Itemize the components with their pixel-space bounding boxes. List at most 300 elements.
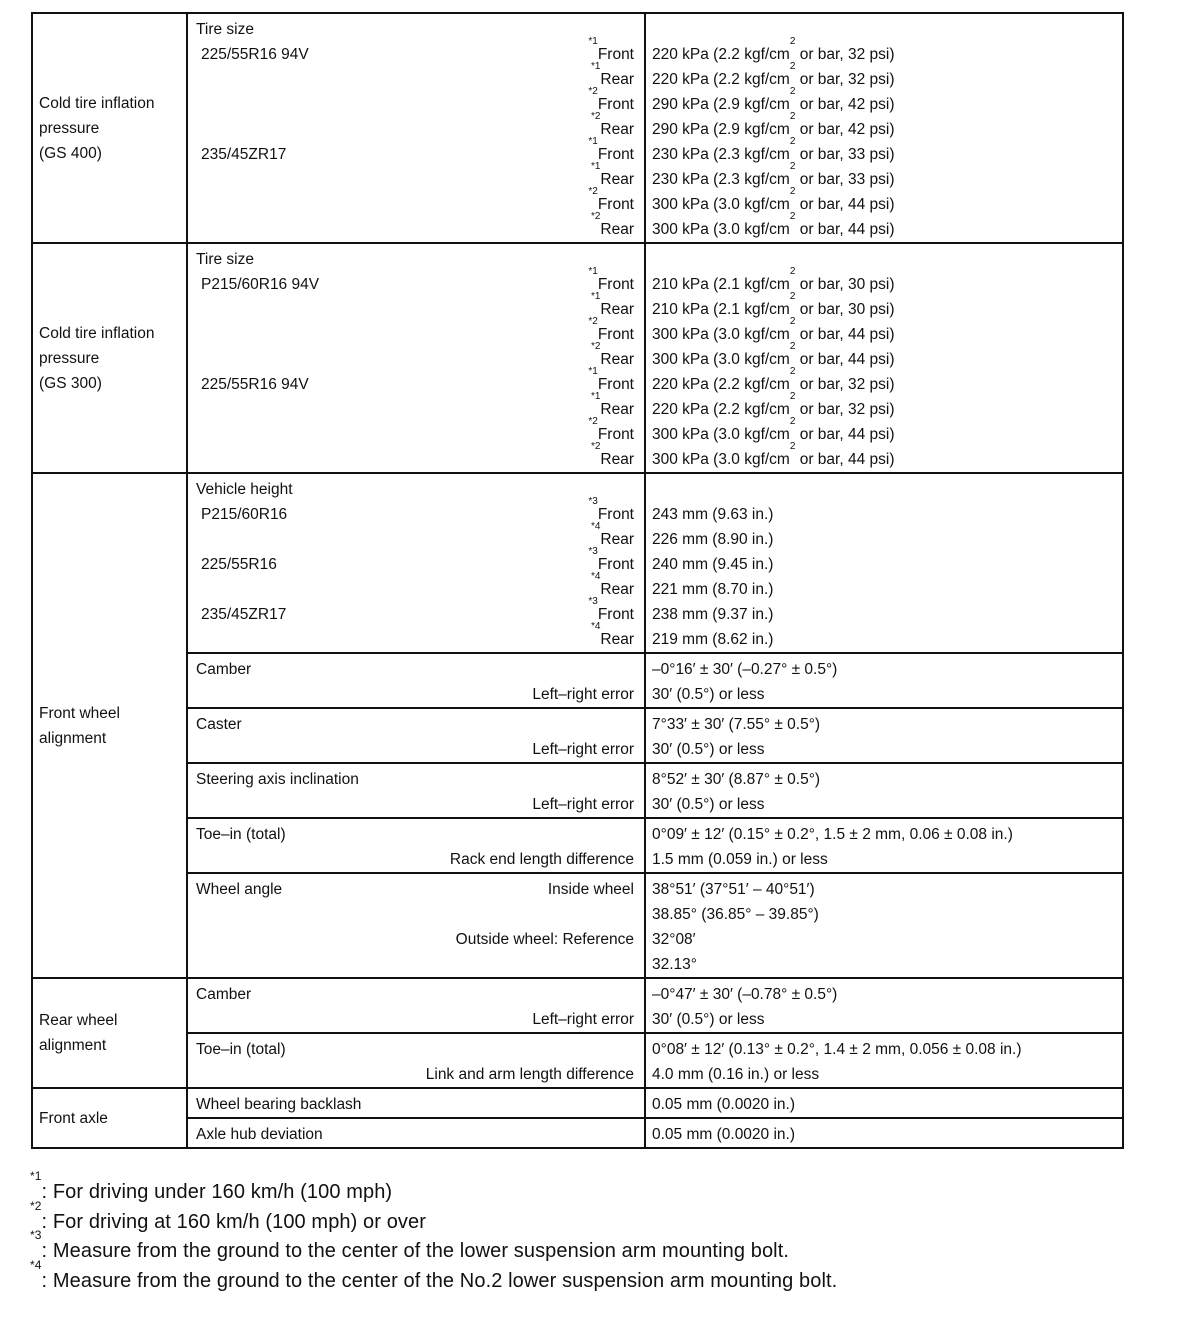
item-value-cell (646, 474, 1122, 652)
label-row (196, 927, 634, 952)
group-body (188, 474, 1122, 977)
label-row (196, 1122, 634, 1147)
spec-item (188, 654, 1122, 709)
qualifier-text: Rear (600, 71, 634, 88)
value-row (652, 552, 1118, 577)
footnote-marker: *1 (588, 366, 598, 377)
qualifier-text: Left–right error (532, 686, 634, 703)
item-label: Toe–in (total) (196, 826, 286, 843)
qualifier-text: Front (597, 46, 634, 63)
label-row (196, 36, 634, 67)
spec-item (188, 474, 1122, 654)
footnote-marker: *2 (588, 186, 598, 197)
spec-item (188, 819, 1122, 874)
label-row (196, 1062, 634, 1087)
item-qualifier (590, 211, 634, 242)
spec-item (188, 874, 1122, 977)
spec-value: 32.13° (652, 956, 697, 973)
footnote-marker: *3 (588, 496, 598, 507)
spec-value: 0°08′ ± 12′ (0.13° ± 0.2°, 1.4 ± 2 mm, 0.056 ± 0.08 in.) (652, 1041, 1022, 1058)
value-row (652, 1062, 1118, 1087)
qualifier-text: Rear (600, 531, 634, 548)
label-row (196, 136, 634, 167)
item-label: Tire size (196, 21, 254, 38)
footnote-mark: *2 (30, 1198, 42, 1213)
value-row (652, 822, 1118, 847)
item-value-cell (646, 654, 1122, 707)
qualifier-text: Left–right error (532, 1011, 634, 1028)
value-row (652, 1007, 1118, 1032)
value-row (652, 391, 1118, 422)
footnote (30, 1257, 1180, 1297)
label-row (196, 546, 634, 577)
unit-superscript: 2 (789, 186, 796, 197)
spec-value: 300 kPa (3.0 kgf/cm (652, 196, 790, 213)
spec-value: –0°47′ ± 30′ (–0.78° ± 0.5°) (652, 986, 838, 1003)
footnote-marker: *2 (588, 316, 598, 327)
item-label: P215/60R16 94V (201, 276, 320, 293)
value-row (652, 186, 1118, 217)
item-label: Camber (196, 986, 252, 1003)
spec-value: 219 mm (8.62 in.) (652, 631, 774, 648)
spec-value: 30′ (0.5°) or less (652, 741, 765, 758)
value-row (652, 111, 1118, 142)
spec-item (188, 14, 1122, 242)
value-row (652, 502, 1118, 527)
item-label-cell (188, 1089, 646, 1117)
spec-item (188, 244, 1122, 472)
footnote-marker: *3 (588, 546, 598, 557)
spec-value: 300 kPa (3.0 kgf/cm (652, 451, 790, 468)
footnote-marker: *4 (590, 521, 601, 532)
spec-value: 30′ (0.5°) or less (652, 1011, 765, 1028)
value-row (652, 416, 1118, 447)
spec-value: 7°33′ ± 30′ (7.55° ± 0.5°) (652, 716, 821, 733)
qualifier-text: Left–right error (532, 796, 634, 813)
label-row (196, 477, 634, 502)
footnotes (30, 1169, 1180, 1296)
label-row (196, 496, 634, 527)
label-row (196, 847, 634, 872)
qualifier-text: Rear (600, 451, 634, 468)
spec-value: 0°09′ ± 12′ (0.15° ± 0.2°, 1.5 ± 2 mm, 0.06 ± 0.08 in.) (652, 826, 1013, 843)
spec-value-cont: or bar, 33 psi) (795, 171, 895, 188)
spec-table (31, 12, 1124, 1149)
spec-value: 0.05 mm (0.0020 in.) (652, 1126, 796, 1143)
label-row (196, 111, 634, 142)
spec-value-cont: or bar, 42 psi) (795, 96, 895, 113)
spec-value: 210 kPa (2.1 kgf/cm (652, 301, 790, 318)
spec-value: 300 kPa (3.0 kgf/cm (652, 351, 790, 368)
item-value-cell (646, 1034, 1122, 1087)
spec-value: 243 mm (9.63 in.) (652, 506, 774, 523)
spec-value: 30′ (0.5°) or less (652, 686, 765, 703)
item-label-cell (188, 244, 646, 472)
unit-superscript: 2 (789, 441, 796, 452)
item-label: Tire size (196, 251, 254, 268)
qualifier-text: Rear (600, 581, 634, 598)
spec-value: 4.0 mm (0.16 in.) or less (652, 1066, 820, 1083)
value-row (652, 657, 1118, 682)
footnote-text: : For driving under 160 km/h (100 mph) (41, 1181, 393, 1203)
label-row (196, 792, 634, 817)
unit-superscript: 2 (789, 316, 796, 327)
qualifier-text: Inside wheel (547, 881, 634, 898)
label-row (196, 247, 634, 272)
label-row (196, 596, 634, 627)
spec-value: 240 mm (9.45 in.) (652, 556, 774, 573)
label-row (196, 441, 634, 472)
footnote-marker: *1 (590, 61, 601, 72)
label-row (196, 391, 634, 422)
unit-superscript: 2 (789, 366, 796, 377)
label-row (196, 712, 634, 737)
spec-value: 38°51′ (37°51′ – 40°51′) (652, 881, 815, 898)
spec-value-cont: or bar, 44 psi) (795, 326, 895, 343)
spec-value: 38.85° (36.85° – 39.85°) (652, 906, 819, 923)
item-value-cell (646, 979, 1122, 1032)
qualifier-text: Front (597, 506, 634, 523)
group-body (188, 244, 1122, 472)
spec-value: 0.05 mm (0.0020 in.) (652, 1096, 796, 1113)
spec-value: 8°52′ ± 30′ (8.87° ± 0.5°) (652, 771, 821, 788)
value-row (652, 477, 1118, 502)
spec-value: 30′ (0.5°) or less (652, 796, 765, 813)
item-value-cell (646, 819, 1122, 872)
spec-value: 290 kPa (2.9 kgf/cm (652, 121, 790, 138)
unit-superscript: 2 (789, 266, 796, 277)
spec-group (33, 244, 1122, 474)
spec-group (33, 1089, 1122, 1147)
value-row (652, 577, 1118, 602)
spec-value-cont: or bar, 44 psi) (795, 451, 895, 468)
spec-value-cont: or bar, 32 psi) (795, 71, 895, 88)
spec-item (188, 1119, 1122, 1147)
group-label: Cold tire inflation pressure (GS 400) (33, 14, 188, 242)
item-label-cell (188, 709, 646, 762)
value-row (652, 1092, 1118, 1117)
value-row (652, 982, 1118, 1007)
label-row (196, 186, 634, 217)
unit-superscript: 2 (789, 211, 796, 222)
footnote-marker: *2 (588, 86, 598, 97)
label-row (196, 211, 634, 242)
value-row (652, 247, 1118, 272)
label-row (196, 952, 634, 977)
footnote-marker: *1 (588, 36, 598, 47)
unit-superscript: 2 (789, 136, 796, 147)
item-qualifier (532, 737, 634, 762)
spec-value: 220 kPa (2.2 kgf/cm (652, 401, 790, 418)
value-row (652, 1037, 1118, 1062)
footnote (30, 1169, 1180, 1208)
label-row (196, 61, 634, 92)
qualifier-text: Rear (600, 351, 634, 368)
spec-item (188, 979, 1122, 1034)
value-row (652, 161, 1118, 192)
value-row (652, 61, 1118, 92)
spec-item (188, 709, 1122, 764)
spec-value: 220 kPa (2.2 kgf/cm (652, 376, 790, 393)
qualifier-text: Left–right error (532, 741, 634, 758)
label-row (196, 266, 634, 297)
item-label: Axle hub deviation (196, 1126, 323, 1143)
qualifier-text: Front (597, 146, 634, 163)
qualifier-text: Link and arm length difference (425, 1066, 634, 1083)
unit-superscript: 2 (789, 341, 796, 352)
unit-superscript: 2 (789, 36, 796, 47)
spec-value: 210 kPa (2.1 kgf/cm (652, 276, 790, 293)
item-qualifier (532, 792, 634, 817)
value-row (652, 847, 1118, 872)
value-row (652, 927, 1118, 952)
spec-item (188, 1034, 1122, 1087)
item-label: 235/45ZR17 (201, 146, 287, 163)
footnote-marker: *1 (588, 136, 598, 147)
spec-value: 220 kPa (2.2 kgf/cm (652, 46, 790, 63)
item-value-cell (646, 1089, 1122, 1117)
label-row (196, 1037, 634, 1062)
label-row (196, 737, 634, 762)
footnote-marker: *1 (590, 291, 601, 302)
label-row (196, 822, 634, 847)
spec-value: –0°16′ ± 30′ (–0.27° ± 0.5°) (652, 661, 838, 678)
group-label: Front wheel alignment (33, 474, 188, 977)
label-row (196, 682, 634, 707)
qualifier-text: Front (597, 606, 634, 623)
item-value-cell (646, 764, 1122, 817)
label-row (196, 521, 634, 552)
qualifier-text: Front (597, 556, 634, 573)
value-row (652, 36, 1118, 67)
item-value-cell (646, 1119, 1122, 1147)
group-body (188, 979, 1122, 1087)
item-label: 235/45ZR17 (201, 606, 287, 623)
qualifier-text: Front (597, 196, 634, 213)
spec-value: 238 mm (9.37 in.) (652, 606, 774, 623)
qualifier-text: Rear (600, 631, 634, 648)
item-label: Toe–in (total) (196, 1041, 286, 1058)
spec-value: 300 kPa (3.0 kgf/cm (652, 426, 790, 443)
item-label-cell (188, 764, 646, 817)
value-row (652, 792, 1118, 817)
item-qualifier (426, 1062, 634, 1087)
item-qualifier (548, 877, 634, 902)
item-label-cell (188, 979, 646, 1032)
footnote-marker: *2 (590, 111, 601, 122)
label-row (196, 366, 634, 397)
value-row (652, 291, 1118, 322)
footnote (30, 1228, 1180, 1267)
value-row (652, 136, 1118, 167)
qualifier-text: Front (597, 376, 634, 393)
spec-value-cont: or bar, 30 psi) (795, 301, 895, 318)
label-row (196, 1007, 634, 1032)
label-row (196, 982, 634, 1007)
spec-value: 32°08′ (652, 931, 696, 948)
footnote (30, 1198, 1180, 1238)
qualifier-text: Front (597, 276, 634, 293)
qualifier-text: Rear (600, 401, 634, 418)
unit-superscript: 2 (789, 86, 796, 97)
item-value-cell (646, 874, 1122, 977)
spec-value-cont: or bar, 44 psi) (795, 196, 895, 213)
qualifier-text: Front (597, 326, 634, 343)
qualifier-text: Rear (600, 121, 634, 138)
spec-value: 230 kPa (2.3 kgf/cm (652, 146, 790, 163)
value-row (652, 602, 1118, 627)
item-label: 225/55R16 94V (201, 376, 309, 393)
value-row (652, 366, 1118, 397)
value-row (652, 952, 1118, 977)
group-body (188, 14, 1122, 242)
label-row (196, 341, 634, 372)
item-label-cell (188, 654, 646, 707)
qualifier-text: Rear (600, 301, 634, 318)
spec-value-cont: or bar, 32 psi) (795, 46, 895, 63)
footnote-marker: *4 (590, 571, 601, 582)
unit-superscript: 2 (789, 161, 796, 172)
label-row (196, 86, 634, 117)
item-label: 225/55R16 (201, 556, 277, 573)
value-row (652, 767, 1118, 792)
item-value-cell (646, 244, 1122, 472)
qualifier-text: Front (597, 426, 634, 443)
value-row (652, 877, 1118, 902)
footnote-text: : Measure from the ground to the center of the lower suspension arm mounting bolt. (41, 1240, 790, 1262)
label-row (196, 877, 634, 902)
qualifier-text: Rear (600, 171, 634, 188)
item-qualifier (532, 1007, 634, 1032)
footnote-marker: *2 (590, 441, 601, 452)
label-row (196, 291, 634, 322)
spec-value: 226 mm (8.90 in.) (652, 531, 774, 548)
item-label-cell (188, 819, 646, 872)
item-label-cell (188, 1034, 646, 1087)
item-label: Camber (196, 661, 252, 678)
label-row (196, 767, 634, 792)
unit-superscript: 2 (789, 111, 796, 122)
spec-group (33, 979, 1122, 1089)
group-body (188, 1089, 1122, 1147)
item-label: Vehicle height (196, 481, 293, 498)
value-row (652, 627, 1118, 652)
footnote-marker: *2 (590, 341, 601, 352)
value-row (652, 441, 1118, 472)
value-row (652, 316, 1118, 347)
spec-value-cont: or bar, 30 psi) (795, 276, 895, 293)
item-label: 225/55R16 94V (201, 46, 309, 63)
qualifier-text: Front (597, 96, 634, 113)
item-label-cell (188, 14, 646, 242)
item-qualifier (590, 621, 634, 652)
label-row (196, 17, 634, 42)
value-row (652, 341, 1118, 372)
value-row (652, 737, 1118, 762)
spec-item (188, 1089, 1122, 1119)
value-row (652, 17, 1118, 42)
unit-superscript: 2 (789, 61, 796, 72)
spec-value-cont: or bar, 32 psi) (795, 376, 895, 393)
footnote-text: : Measure from the ground to the center of the No.2 lower suspension arm mounting bolt. (41, 1269, 838, 1292)
unit-superscript: 2 (789, 291, 796, 302)
label-row (196, 316, 634, 347)
item-label: Wheel angle (196, 881, 283, 898)
spec-value-cont: or bar, 42 psi) (795, 121, 895, 138)
qualifier-text: Rack end length difference (449, 851, 634, 868)
item-value-cell (646, 709, 1122, 762)
label-row (196, 571, 634, 602)
footnote-marker: *1 (588, 266, 598, 277)
value-row (652, 712, 1118, 737)
qualifier-text: Outside wheel: Reference (455, 931, 634, 948)
item-label-cell (188, 474, 646, 652)
footnote-text: : For driving at 160 km/h (100 mph) or over (41, 1210, 427, 1233)
unit-superscript: 2 (789, 416, 796, 427)
spec-value: 220 kPa (2.2 kgf/cm (652, 71, 790, 88)
footnote-mark: *3 (30, 1228, 42, 1242)
unit-superscript: 2 (789, 391, 796, 402)
item-qualifier (532, 682, 634, 707)
value-row (652, 1122, 1118, 1147)
spec-value-cont: or bar, 44 psi) (795, 221, 895, 238)
item-qualifier (590, 441, 634, 472)
footnote-marker: *1 (590, 161, 601, 172)
group-label: Front axle (33, 1089, 188, 1147)
value-row (652, 211, 1118, 242)
spec-value: 230 kPa (2.3 kgf/cm (652, 171, 790, 188)
value-row (652, 902, 1118, 927)
label-row (196, 657, 634, 682)
spec-value-cont: or bar, 32 psi) (795, 401, 895, 418)
spec-value-cont: or bar, 44 psi) (795, 426, 895, 443)
item-label-cell (188, 1119, 646, 1147)
spec-value-cont: or bar, 44 psi) (795, 351, 895, 368)
value-row (652, 266, 1118, 297)
label-row (196, 416, 634, 447)
spec-value: 1.5 mm (0.059 in.) or less (652, 851, 828, 868)
label-row (196, 161, 634, 192)
item-value-cell (646, 14, 1122, 242)
spec-value: 290 kPa (2.9 kgf/cm (652, 96, 790, 113)
spec-value: 300 kPa (3.0 kgf/cm (652, 221, 790, 238)
footnote-mark: *1 (30, 1169, 42, 1183)
item-qualifier (456, 927, 634, 952)
footnote-marker: *2 (590, 211, 601, 222)
spec-group (33, 474, 1122, 979)
label-row (196, 621, 634, 652)
item-qualifier (450, 847, 634, 872)
spec-item (188, 764, 1122, 819)
group-label: Rear wheel alignment (33, 979, 188, 1087)
item-label: Caster (196, 716, 242, 733)
qualifier-text: Rear (600, 221, 634, 238)
spec-group (33, 14, 1122, 244)
footnote-marker: *3 (588, 596, 598, 607)
spec-value: 300 kPa (3.0 kgf/cm (652, 326, 790, 343)
footnote-marker: *1 (590, 391, 601, 402)
item-label: Wheel bearing backlash (196, 1096, 362, 1113)
label-row (196, 1092, 634, 1117)
footnote-mark: *4 (30, 1257, 42, 1272)
footnote-marker: *4 (590, 621, 601, 632)
spec-value-cont: or bar, 33 psi) (795, 146, 895, 163)
item-label-cell (188, 874, 646, 977)
item-label: Steering axis inclination (196, 771, 359, 788)
footnote-marker: *2 (588, 416, 598, 427)
group-label: Cold tire inflation pressure (GS 300) (33, 244, 188, 472)
value-row (652, 682, 1118, 707)
